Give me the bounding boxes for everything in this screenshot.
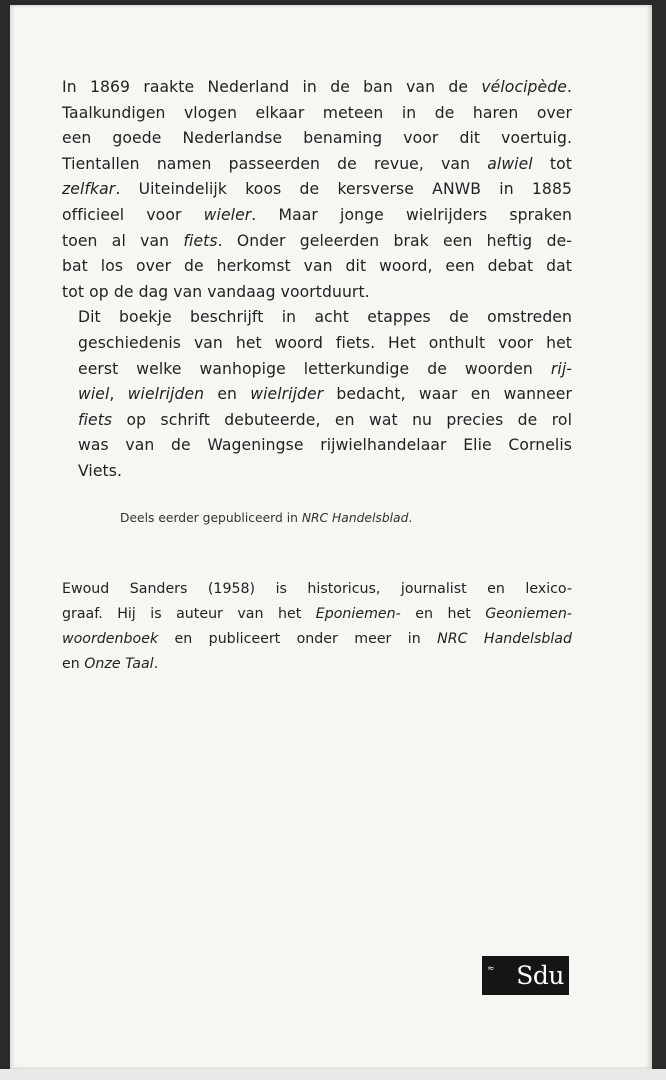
italic-term: NRC Handelsblad [437, 631, 572, 647]
text-line: toen al van fiets. Onder geleerden brak een heftig de- [62, 231, 572, 250]
italic-term: alwiel [487, 154, 533, 173]
italic-term: NRC Handelsblad [301, 511, 409, 525]
author-bio [62, 577, 572, 677]
text-line: officieel voor wieler. Maar jonge wielrijders spraken [62, 205, 573, 224]
italic-term: rij- [550, 359, 572, 378]
italic-term: zelfkar [62, 180, 116, 199]
text-line: woordenboek en publiceert onder meer in NRC Handelsblad [62, 631, 572, 647]
italic-term: fiets [183, 231, 218, 250]
blurb-text [62, 75, 572, 485]
italic-term: fiets [78, 410, 113, 429]
text-line: Viets. [78, 461, 123, 480]
blurb-paragraph-1 [62, 75, 572, 305]
publisher-logo [482, 956, 569, 995]
text-line: was van de Wageningse rijwielhandelaar Elie Cornelis [78, 436, 572, 455]
italic-term: wielrijder [250, 385, 324, 404]
text-line: Tientallen namen passeerden de revue, van alwiel tot [62, 154, 572, 173]
text-line: wiel, wielrijden en wielrijder bedacht, waar en wanneer [78, 385, 572, 404]
page-edge [0, 1069, 666, 1080]
italic-term: vélocipède [481, 78, 567, 96]
text-line: graaf. Hij is auteur van het Eponiemen- en het Geoniemen- [62, 606, 572, 622]
publication-note: Deels eerder gepubliceerd in NRC Handelsblad. [120, 511, 413, 525]
text-line: en Onze Taal. [62, 656, 159, 672]
text-line: Taalkundigen vlogen elkaar meteen in de haren over [62, 103, 572, 122]
italic-term: Onze Taal [84, 656, 154, 672]
italic-term: wiel [78, 385, 110, 404]
text-line: fiets op schrift debuteerde, en wat nu precies de rol [78, 410, 572, 429]
text-line: Ewoud Sanders (1958) is historicus, journalist en lexico- [62, 581, 572, 597]
text-line: geschiedenis van het woord fiets. Het onthult voor het [78, 333, 572, 352]
publisher-name: Sdu [516, 961, 564, 990]
blurb-paragraph-2 [62, 305, 572, 484]
italic-term: Eponiemen- [315, 606, 401, 622]
italic-term: woordenboek [62, 631, 159, 647]
text-line: een goede Nederlandse benaming voor dit voertuig. [62, 129, 572, 148]
back-cover [10, 5, 652, 1069]
text-line: In 1869 raakte Nederland in de ban van de vélocipède. [62, 78, 572, 96]
italic-term: wieler [203, 205, 252, 224]
wave-icon: ≈ [487, 964, 495, 974]
italic-term: wielrijden [127, 385, 205, 404]
text-line: bat los over de herkomst van dit woord, een debat dat [62, 257, 572, 276]
text-line: eerst welke wanhopige letterkundige de woorden rij- [78, 359, 572, 378]
text-line: tot op de dag van vandaag voortduurt. [62, 282, 370, 301]
text-line: Dit boekje beschrijft in acht etappes de omstreden [78, 308, 572, 327]
italic-term: Geoniemen- [485, 606, 572, 622]
text-line: zelfkar. Uiteindelijk koos de kersverse ANWB in 1885 [62, 180, 572, 199]
